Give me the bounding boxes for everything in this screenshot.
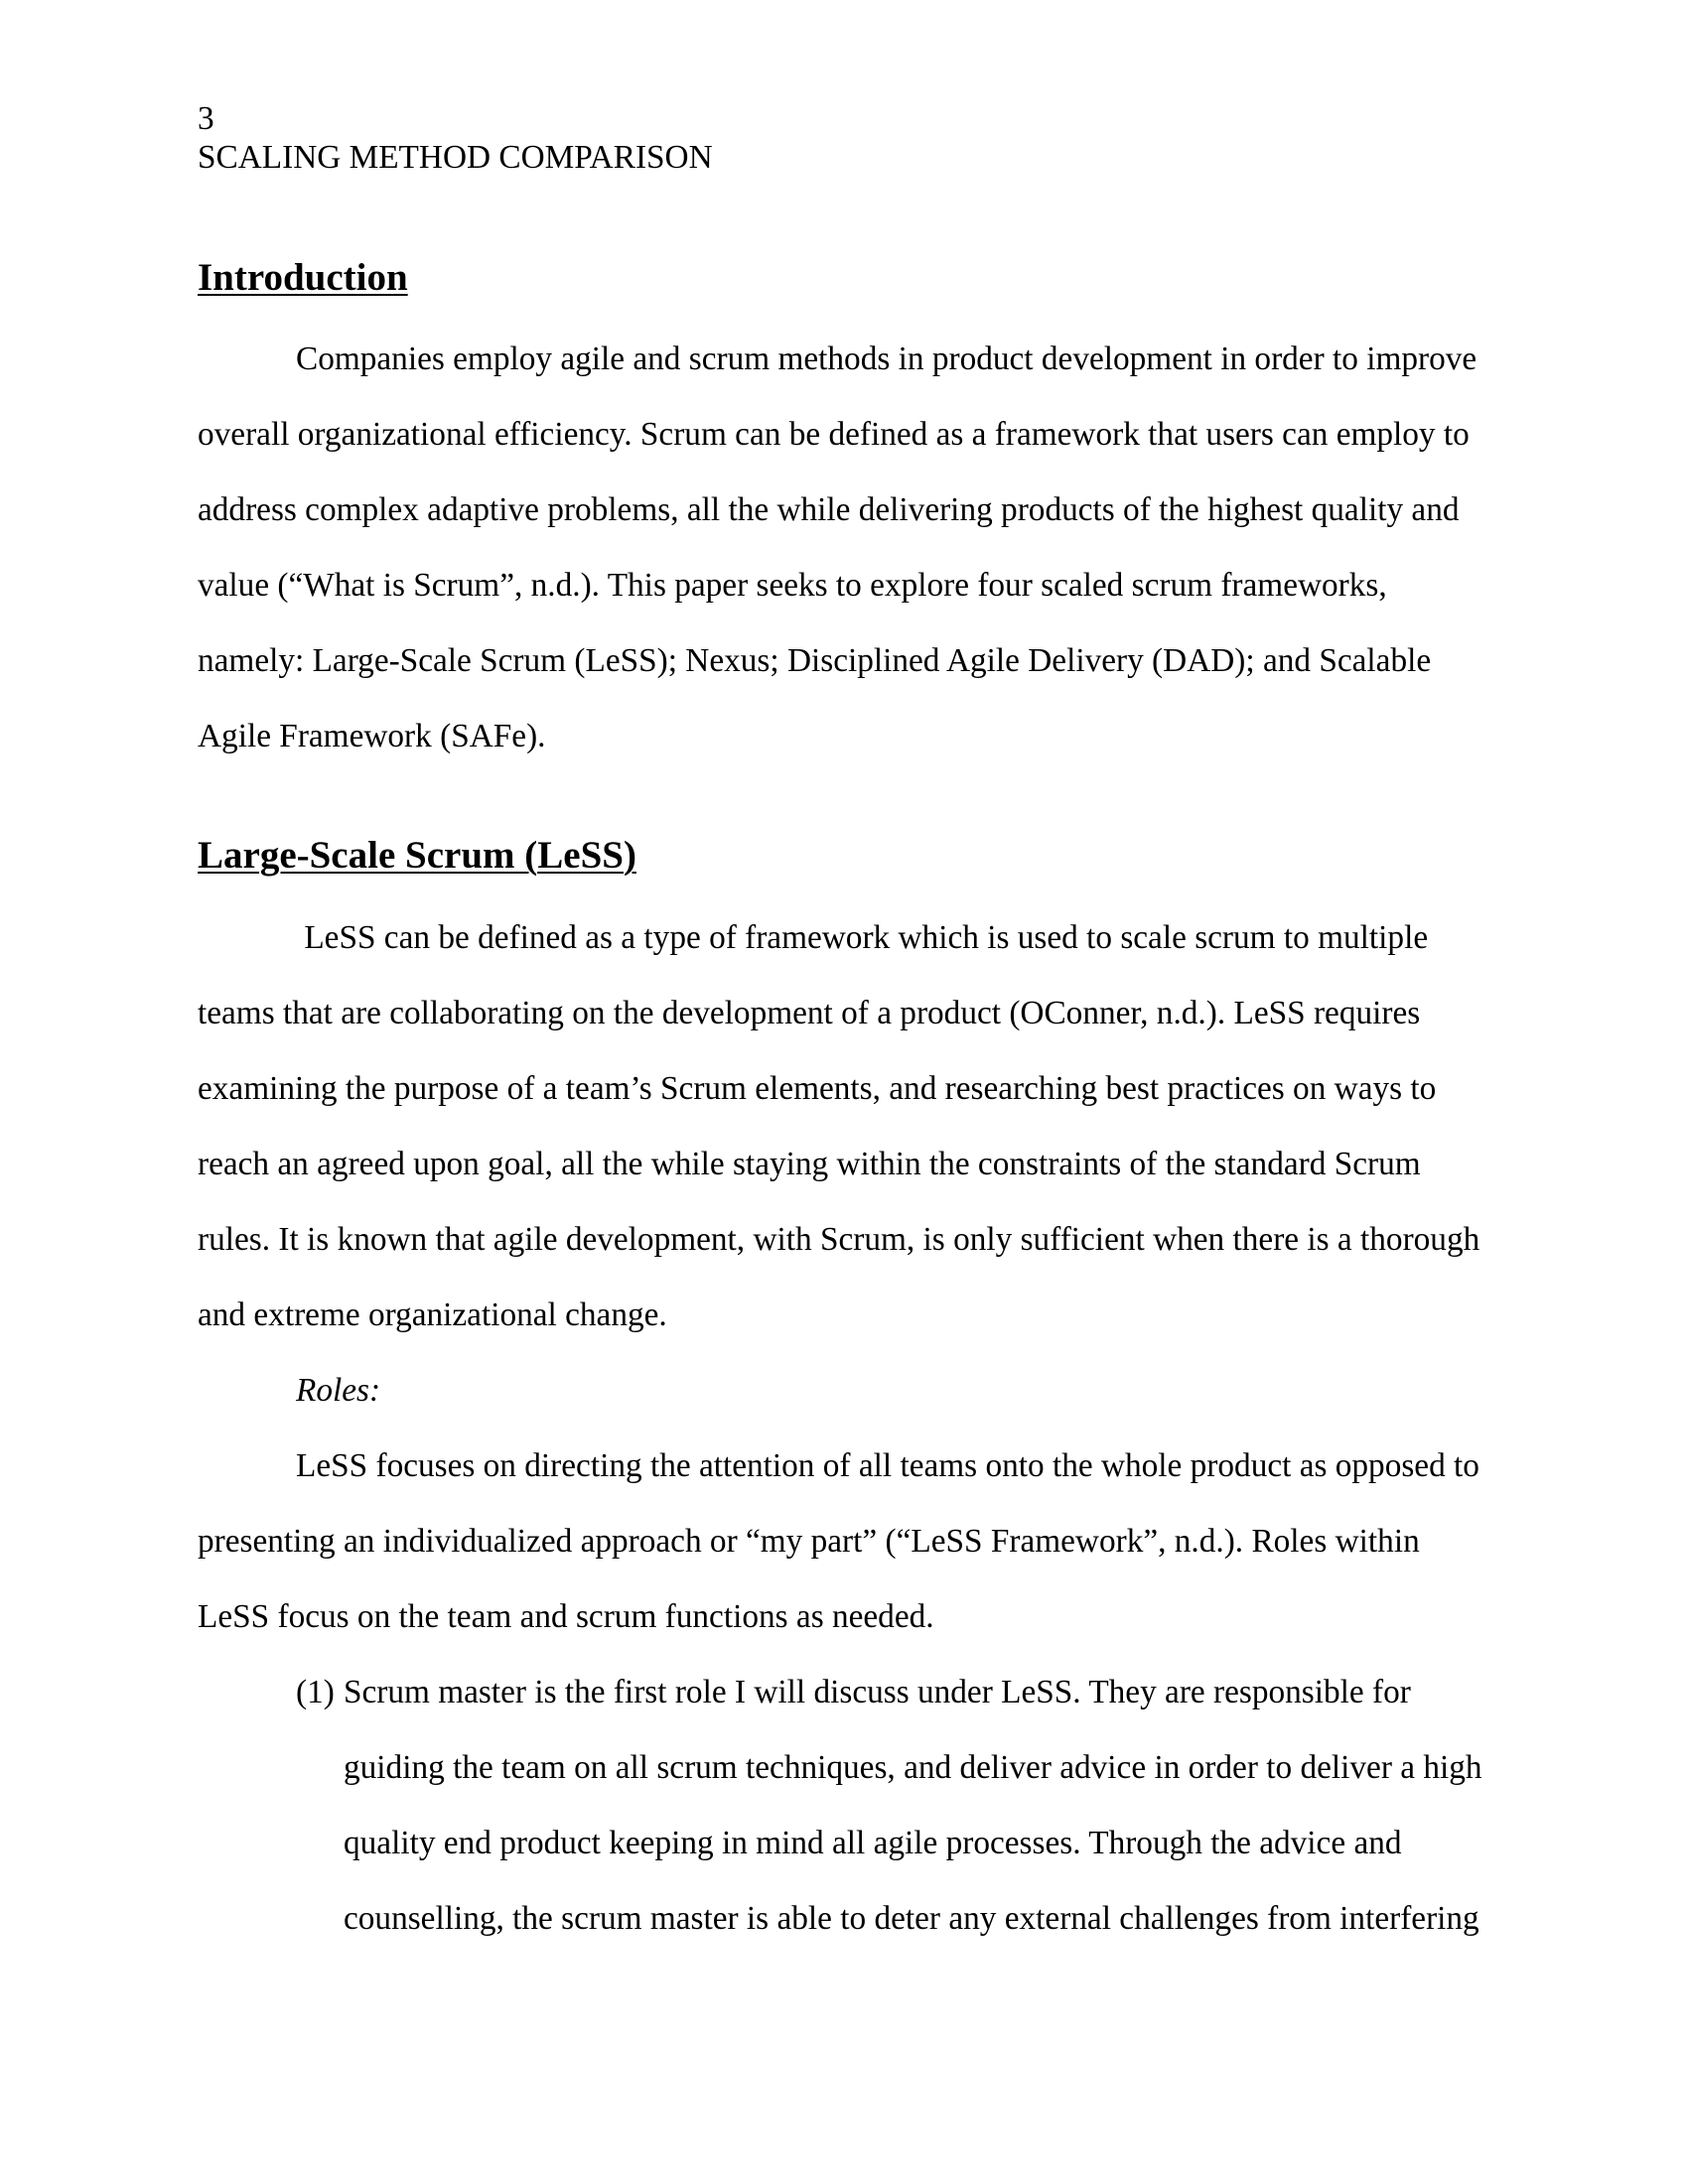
text-line: LeSS focuses on directing the attention of all teams onto the whole product as opposed to	[296, 1447, 1479, 1484]
text-line: teams that are collaborating on the development of a product (OConner, n.d.). LeSS requires	[198, 995, 1421, 1031]
text-line: presenting an individualized approach or “my part” (“LeSS Framework”, n.d.). Roles within	[198, 1523, 1420, 1560]
text-line: guiding the team on all scrum techniques, and deliver advice in order to deliver a high	[344, 1749, 1482, 1786]
text-line: value (“What is Scrum”, n.d.). This paper seeks to explore four scaled scrum frameworks,	[198, 567, 1387, 604]
text-line: address complex adaptive problems, all the while delivering products of the highest quality and	[198, 491, 1460, 528]
text-line: counselling, the scrum master is able to deter any external challenges from interfering	[344, 1900, 1479, 1937]
subheading-roles: Roles:	[296, 1372, 381, 1409]
text-line: Companies employ agile and scrum methods in product development in order to improve	[296, 341, 1477, 377]
running-head: SCALING METHOD COMPARISON	[198, 139, 713, 176]
text-line: reach an agreed upon goal, all the while staying within the constraints of the standard Scrum	[198, 1146, 1421, 1182]
text-line: Agile Framework (SAFe).	[198, 718, 546, 754]
text-line: Scrum master is the first role I will discuss under LeSS. They are responsible for	[344, 1674, 1411, 1710]
section-heading: Large-Scale Scrum (LeSS)	[198, 834, 636, 877]
text-line: namely: Large-Scale Scrum (LeSS); Nexus; Disciplined Agile Delivery (DAD); and Scalable	[198, 642, 1432, 679]
section-heading: Introduction	[198, 256, 408, 299]
page-number: 3	[198, 100, 214, 137]
text-line: rules. It is known that agile development, with Scrum, is only sufficient when there is a thorough	[198, 1221, 1480, 1258]
text-line: quality end product keeping in mind all agile processes. Through the advice and	[344, 1825, 1402, 1861]
text-line: LeSS focus on the team and scrum functions as needed.	[198, 1598, 934, 1635]
text-line: LeSS can be defined as a type of framework which is used to scale scrum to multiple	[296, 919, 1429, 956]
text-line: and extreme organizational change.	[198, 1297, 667, 1333]
text-line: overall organizational efficiency. Scrum can be defined as a framework that users can employ to	[198, 416, 1470, 453]
list-marker: (1)	[296, 1674, 335, 1710]
text-line: examining the purpose of a team’s Scrum elements, and researching best practices on ways to	[198, 1070, 1437, 1107]
